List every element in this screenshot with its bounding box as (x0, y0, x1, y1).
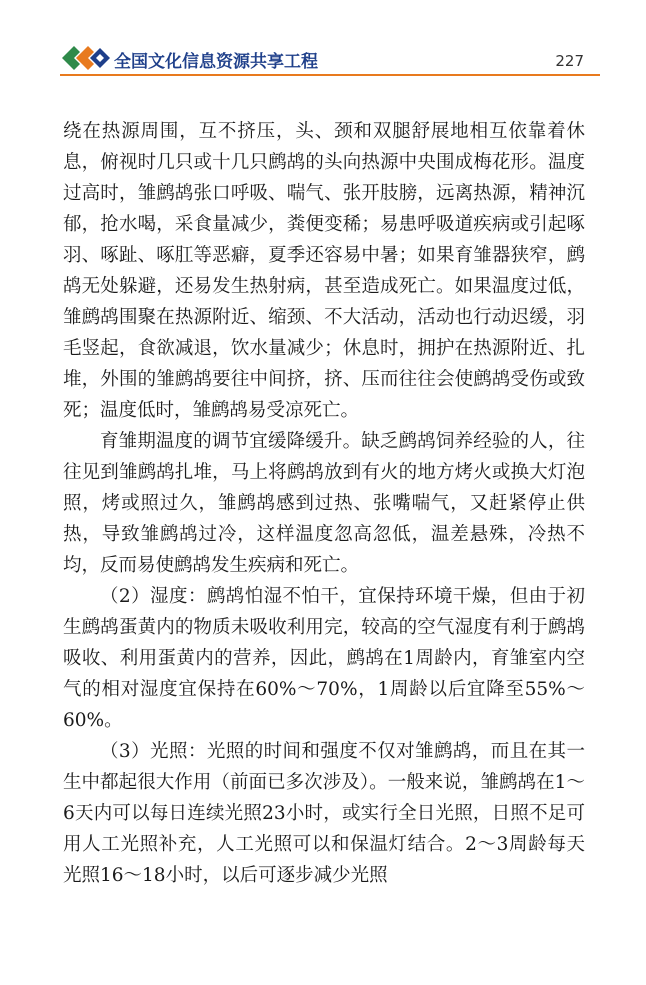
body-paragraph: （2）湿度：鹧鸪怕湿不怕干，宜保持环境干燥，但由于初生鹧鸪蛋黄内的物质未吸收利用完，较高的空气湿度有利于鹧鸪吸收、利用蛋黄内的营养，因此，鹧鸪在1周龄内，育雏室内空气的相对湿度宜保持在60%～70%，1周龄以后宜降至55%～60%。 (63, 586, 585, 731)
page-body (63, 116, 585, 891)
header-divider (60, 74, 600, 76)
page-number: 227 (555, 52, 584, 70)
diamond-arrows-logo-icon (60, 42, 112, 74)
body-paragraph: 育雏期温度的调节宜缓降缓升。缺乏鹧鸪饲养经验的人，往往见到雏鹧鸪扎堆，马上将鹧鸪放到有火的地方烤火或换大灯泡照，烤或照过久，雏鹧鸪感到过热、张嘴喘气，又赶紧停止供热，导致雏鹧鸪过冷，这样温度忽高忽低，温差悬殊，冷热不均，反而易使鹧鸪发生疾病和死亡。 (63, 431, 585, 576)
page-header (0, 0, 646, 80)
body-paragraph: （3）光照：光照的时间和强度不仅对雏鹧鸪，而且在其一生中都起很大作用（前面已多次涉及）。一般来说，雏鹧鸪在1～6天内可以每日连续光照23小时，或实行全日光照，日照不足可用人工光照补充，人工光照可以和保温灯结合。2～3周龄每天光照16～18小时，以后可逐步减少光照 (63, 741, 585, 886)
body-paragraph: 绕在热源周围，互不挤压，头、颈和双腿舒展地相互依靠着休息，俯视时几只或十几只鹧鸪的头向热源中央围成梅花形。温度过高时，雏鹧鸪张口呼吸、喘气、张开肢膀，远离热源，精神沉郁，抢水喝，采食量减少，粪便变稀；易患呼吸道疾病或引起啄羽、啄趾、啄肛等恶癖，夏季还容易中暑；如果育雏器狭窄，鹧鸪无处躲避，还易发生热射病，甚至造成死亡。如果温度过低，雏鹧鸪围聚在热源附近、缩颈、不大活动，活动也行动迟缓，羽毛竖起，食欲减退，饮水量减少；休息时，拥护在热源附近、扎堆，外围的雏鹧鸪要往中间挤，挤、压而往往会使鹧鸪受伤或致死；温度低时，雏鹧鸪易受凉死亡。 (63, 121, 585, 421)
header-title: 全国文化信息资源共享工程 (114, 52, 318, 72)
